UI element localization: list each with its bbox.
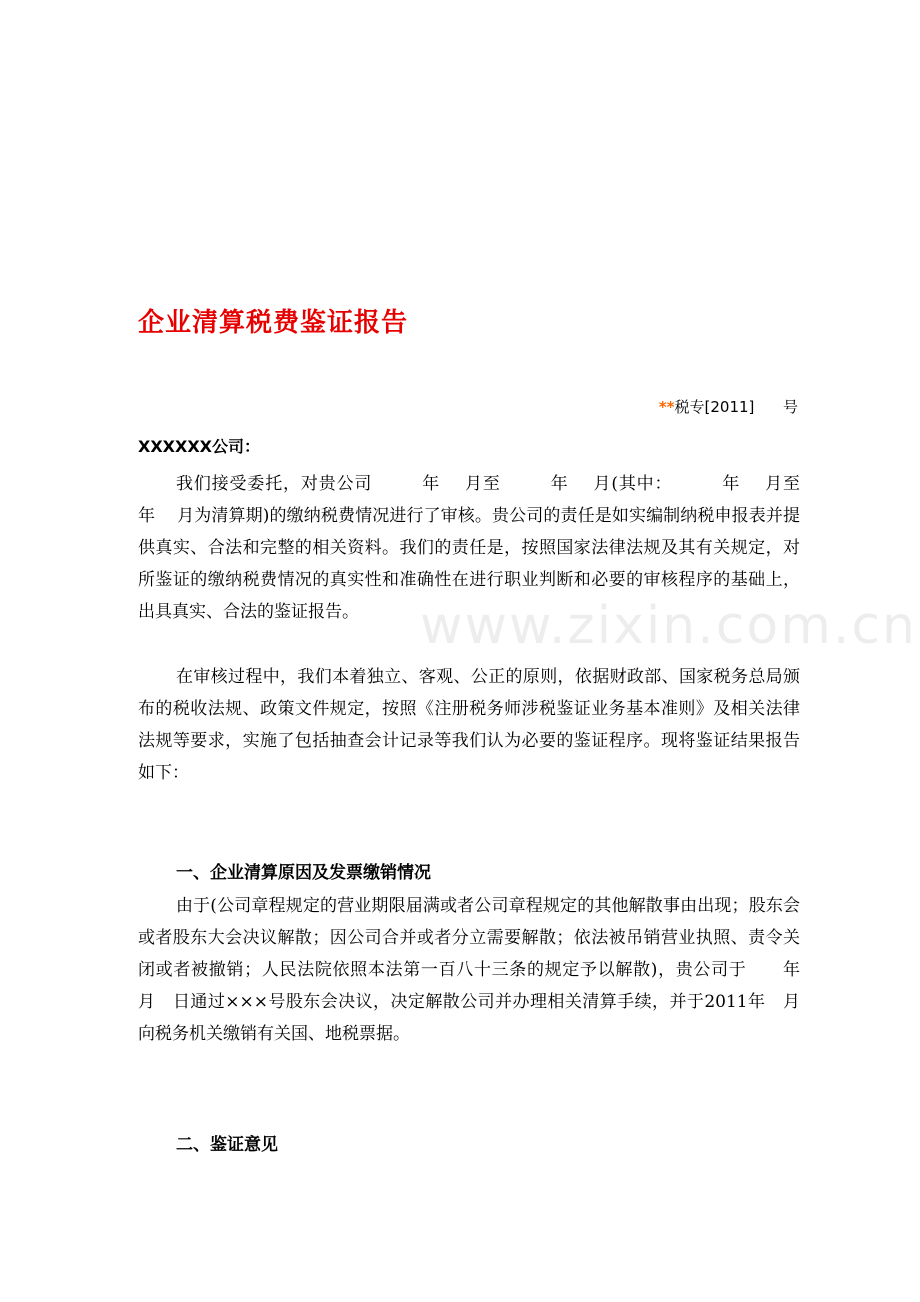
watermark-text: www.zixin.com.cn: [420, 596, 917, 656]
document-number-prefix: **: [658, 398, 675, 416]
addressee: XXXXXX公司：: [138, 437, 261, 456]
document-number-text: 税专[2011] 号: [674, 398, 798, 416]
section-heading-opinion: 二、鉴证意见: [176, 1135, 278, 1155]
report-title: 企业清算税费鉴证报告: [138, 308, 409, 338]
paragraph-engagement: 我们接受委托，对贵公司 年 月至 年 月(其中： 年 月至 年 月为清算期)的缴纳税费情况进行了审核。贵公司的责任是如实编制纳税申报表并提供真实、合法和完整的相关资料。我们的责任是，按照国家法律法规及其有关规定，对所鉴证的缴纳税费情况的真实性和准确性在进行职业判断和必要的审核程序的基础上，出具真实、合法的鉴证报告。: [138, 474, 844, 622]
paragraph-procedure: 在审核过程中，我们本着独立、客观、公正的原则，依据财政部、国家税务总局颁布的税收法规、政策文件规定，按照《注册税务师涉税鉴证业务基本准则》及相关法律法规等要求，实施了包括抽查会计记录等我们认为必要的鉴证程序。现将鉴证结果报告如下：: [138, 667, 800, 783]
section-heading-liquidation-reason: 一、企业清算原因及发票缴销情况: [176, 863, 431, 883]
paragraph-liquidation-reason: 由于(公司章程规定的营业期限届满或者公司章程规定的其他解散事由出现；股东会或者股东大会决议解散；因公司合并或者分立需要解散；依法被吊销营业执照、责令关闭或者被撤销；人民法院依照本法第一百八十三条的规定予以解散)，贵公司于 年 月 日通过×××号股东会决议，决定解散公司并办理相关清算手续，并于2011年 月向税务机关缴销有关国、地税票据。: [138, 896, 817, 1044]
document-number: [659, 396, 798, 417]
